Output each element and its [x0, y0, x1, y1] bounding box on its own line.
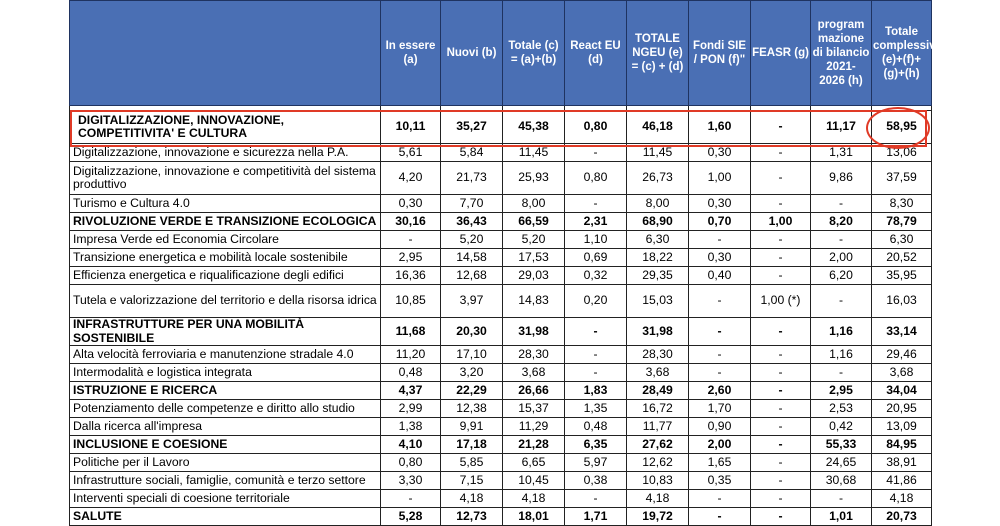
- column-header: TOTALE NGEU (e) = (c) + (d): [627, 1, 689, 106]
- cell-value: 0,48: [381, 364, 441, 382]
- cell-value: 37,59: [872, 162, 932, 195]
- table-row: [70, 346, 932, 364]
- row-label: Intermodalità e logistica integrata: [70, 364, 381, 382]
- cell-value: 14,83: [503, 285, 565, 318]
- cell-value: 0,69: [565, 249, 627, 267]
- cell-value: -: [381, 490, 441, 508]
- cell-value: 3,20: [441, 364, 503, 382]
- cell-value: 36,43: [441, 213, 503, 231]
- cell-value: -: [751, 418, 811, 436]
- cell-value: 1,16: [811, 318, 872, 346]
- row-label: INFRASTRUTTURE PER UNA MOBILITÀ SOSTENIBILE: [70, 318, 381, 346]
- cell-value: 4,18: [503, 490, 565, 508]
- cell-value: -: [811, 490, 872, 508]
- cell-value: 35,27: [441, 111, 503, 144]
- cell-value: 30,16: [381, 213, 441, 231]
- cell-value: 0,48: [565, 418, 627, 436]
- cell-value: -: [751, 111, 811, 144]
- table-row-section: [70, 213, 932, 231]
- cell-value: -: [751, 231, 811, 249]
- cell-value: 2,95: [811, 382, 872, 400]
- table-row: [70, 144, 932, 162]
- cell-value: -: [751, 346, 811, 364]
- cell-value: 12,73: [441, 508, 503, 526]
- cell-value: -: [565, 144, 627, 162]
- cell-value: 11,45: [627, 144, 689, 162]
- cell-value: 27,62: [627, 436, 689, 454]
- cell-value: -: [751, 364, 811, 382]
- cell-value: 1,35: [565, 400, 627, 418]
- cell-value: -: [751, 436, 811, 454]
- cell-value: 41,86: [872, 472, 932, 490]
- cell-value: 0,35: [689, 472, 751, 490]
- cell-value: -: [811, 195, 872, 213]
- cell-value: 6,35: [565, 436, 627, 454]
- cell-value: 78,79: [872, 213, 932, 231]
- cell-value: -: [689, 490, 751, 508]
- cell-value: -: [811, 231, 872, 249]
- row-label: Infrastrutture sociali, famiglie, comunità e terzo settore: [70, 472, 381, 490]
- cell-value: 12,38: [441, 400, 503, 418]
- cell-value: 4,10: [381, 436, 441, 454]
- row-label: ISTRUZIONE E RICERCA: [70, 382, 381, 400]
- row-label: Tutela e valorizzazione del territorio e della risorsa idrica: [70, 285, 381, 318]
- cell-value: 2,60: [689, 382, 751, 400]
- cell-value: 12,62: [627, 454, 689, 472]
- cell-value: 15,37: [503, 400, 565, 418]
- column-header: In essere (a): [381, 1, 441, 106]
- cell-value: 17,18: [441, 436, 503, 454]
- cell-value: 0,38: [565, 472, 627, 490]
- row-label: Alta velocità ferroviaria e manutenzione stradale 4.0: [70, 346, 381, 364]
- cell-value: 17,10: [441, 346, 503, 364]
- column-header: FEASR (g): [751, 1, 811, 106]
- column-header: Fondi SIE / PON (f)": [689, 1, 751, 106]
- cell-value: 1,65: [689, 454, 751, 472]
- cell-value: 4,18: [627, 490, 689, 508]
- cell-value: 3,97: [441, 285, 503, 318]
- cell-value: 26,73: [627, 162, 689, 195]
- cell-value: 68,90: [627, 213, 689, 231]
- cell-value: 8,30: [872, 195, 932, 213]
- cell-value: 2,00: [811, 249, 872, 267]
- cell-value: 3,68: [627, 364, 689, 382]
- cell-value: 10,85: [381, 285, 441, 318]
- cell-value: 2,00: [689, 436, 751, 454]
- column-header: React EU (d): [565, 1, 627, 106]
- cell-value: -: [751, 508, 811, 526]
- cell-value: 35,95: [872, 267, 932, 285]
- cell-value: -: [751, 382, 811, 400]
- cell-value: 2,53: [811, 400, 872, 418]
- cell-value: 31,98: [627, 318, 689, 346]
- cell-value: -: [751, 318, 811, 346]
- cell-value: 20,52: [872, 249, 932, 267]
- cell-value: -: [811, 364, 872, 382]
- row-label: Digitalizzazione, innovazione e competitività del sistema produttivo: [70, 162, 381, 195]
- cell-value: 0,80: [565, 111, 627, 144]
- cell-value: -: [565, 346, 627, 364]
- cell-value: 0,20: [565, 285, 627, 318]
- cell-value: 13,06: [872, 144, 932, 162]
- cell-value: 29,46: [872, 346, 932, 364]
- cell-value: 5,85: [441, 454, 503, 472]
- cell-value: -: [811, 285, 872, 318]
- cell-value: 7,70: [441, 195, 503, 213]
- cell-value: 1,38: [381, 418, 441, 436]
- cell-value: 1,10: [565, 231, 627, 249]
- table-row: [70, 231, 932, 249]
- cell-value: 1,60: [689, 111, 751, 144]
- cell-value: 17,53: [503, 249, 565, 267]
- row-label: Potenziamento delle competenze e diritto allo studio: [70, 400, 381, 418]
- cell-value: 6,65: [503, 454, 565, 472]
- row-label: Dalla ricerca all'impresa: [70, 418, 381, 436]
- cell-value: -: [565, 195, 627, 213]
- cell-value: 3,68: [872, 364, 932, 382]
- column-header: Totale complessivo (e)+(f)+(g)+(h): [872, 1, 932, 106]
- cell-value: 2,31: [565, 213, 627, 231]
- cell-value: 10,83: [627, 472, 689, 490]
- cell-value: 33,14: [872, 318, 932, 346]
- cell-value: 8,00: [627, 195, 689, 213]
- budget-table: [69, 0, 943, 526]
- cell-value: 30,68: [811, 472, 872, 490]
- cell-value: 5,61: [381, 144, 441, 162]
- cell-value: 0,30: [689, 195, 751, 213]
- cell-value: 16,03: [872, 285, 932, 318]
- table-row: [70, 472, 932, 490]
- cell-value: 7,15: [441, 472, 503, 490]
- cell-value: 22,29: [441, 382, 503, 400]
- cell-value: 3,68: [503, 364, 565, 382]
- cell-value: 2,95: [381, 249, 441, 267]
- cell-value: 0,30: [689, 144, 751, 162]
- cell-value: -: [689, 346, 751, 364]
- cell-value: 26,66: [503, 382, 565, 400]
- cell-value: 45,38: [503, 111, 565, 144]
- table-row: [70, 400, 932, 418]
- cell-value: 28,30: [503, 346, 565, 364]
- cell-value: 6,30: [872, 231, 932, 249]
- cell-value: -: [751, 454, 811, 472]
- table-row: [70, 418, 932, 436]
- cell-value: 8,00: [503, 195, 565, 213]
- cell-value: 1,00 (*): [751, 285, 811, 318]
- table-row-section: [70, 508, 932, 526]
- cell-value: -: [751, 144, 811, 162]
- cell-value: 29,35: [627, 267, 689, 285]
- cell-value: 1,16: [811, 346, 872, 364]
- cell-value: 25,93: [503, 162, 565, 195]
- cell-value: 5,20: [503, 231, 565, 249]
- cell-value: 11,20: [381, 346, 441, 364]
- cell-value: 28,30: [627, 346, 689, 364]
- row-label: Politiche per il Lavoro: [70, 454, 381, 472]
- cell-value: 11,17: [811, 111, 872, 144]
- cell-value: 20,95: [872, 400, 932, 418]
- cell-value: -: [689, 231, 751, 249]
- table-row-section: [70, 436, 932, 454]
- cell-value: 1,00: [689, 162, 751, 195]
- cell-value: 11,77: [627, 418, 689, 436]
- table-row: [70, 454, 932, 472]
- column-header: Totale (c) = (a)+(b): [503, 1, 565, 106]
- cell-value: 28,49: [627, 382, 689, 400]
- header-row: [70, 1, 932, 106]
- cell-value: 0,80: [565, 162, 627, 195]
- cell-value: 11,68: [381, 318, 441, 346]
- cell-value: 20,30: [441, 318, 503, 346]
- cell-value: 1,71: [565, 508, 627, 526]
- cell-value: 29,03: [503, 267, 565, 285]
- cell-value: 11,45: [503, 144, 565, 162]
- cell-value: 4,18: [441, 490, 503, 508]
- row-label: DIGITALIZZAZIONE, INNOVAZIONE, COMPETITIVITA' E CULTURA: [70, 111, 381, 144]
- row-label: SALUTE: [70, 508, 381, 526]
- cell-value: 0,30: [381, 195, 441, 213]
- cell-value: 10,45: [503, 472, 565, 490]
- cell-value: 11,29: [503, 418, 565, 436]
- cell-value: 38,91: [872, 454, 932, 472]
- column-header: [70, 1, 381, 106]
- cell-value: 4,37: [381, 382, 441, 400]
- cell-value: 18,22: [627, 249, 689, 267]
- cell-value: -: [689, 364, 751, 382]
- row-label: Impresa Verde ed Economia Circolare: [70, 231, 381, 249]
- table-row: [70, 285, 932, 318]
- cell-value: 19,72: [627, 508, 689, 526]
- cell-value: 0,32: [565, 267, 627, 285]
- cell-value: 13,09: [872, 418, 932, 436]
- cell-value: 10,11: [381, 111, 441, 144]
- cell-value: -: [565, 364, 627, 382]
- cell-value: 12,68: [441, 267, 503, 285]
- cell-value: -: [565, 318, 627, 346]
- cell-value: 1,00: [751, 213, 811, 231]
- cell-value: 0,80: [381, 454, 441, 472]
- cell-value: 5,20: [441, 231, 503, 249]
- cell-value: -: [689, 318, 751, 346]
- cell-value: 66,59: [503, 213, 565, 231]
- cell-value: 8,20: [811, 213, 872, 231]
- cell-value: 31,98: [503, 318, 565, 346]
- cell-value: -: [751, 472, 811, 490]
- cell-value: -: [751, 162, 811, 195]
- table-row: [70, 364, 932, 382]
- cell-value: -: [381, 231, 441, 249]
- row-label: Turismo e Cultura 4.0: [70, 195, 381, 213]
- cell-value: 0,42: [811, 418, 872, 436]
- cell-value: 0,70: [689, 213, 751, 231]
- cell-value: -: [689, 285, 751, 318]
- cell-value: 1,01: [811, 508, 872, 526]
- table-row: [70, 162, 932, 195]
- table-row: [70, 490, 932, 508]
- row-label: Transizione energetica e mobilità locale sostenibile: [70, 249, 381, 267]
- cell-value: 4,18: [872, 490, 932, 508]
- table-row-section: [70, 111, 932, 144]
- cell-value: -: [751, 249, 811, 267]
- cell-value: 14,58: [441, 249, 503, 267]
- row-label: Efficienza energetica e riqualificazione degli edifici: [70, 267, 381, 285]
- cell-value: 84,95: [872, 436, 932, 454]
- cell-value: 16,72: [627, 400, 689, 418]
- cell-value: 3,30: [381, 472, 441, 490]
- cell-value: -: [751, 195, 811, 213]
- cell-value: -: [689, 508, 751, 526]
- cell-value: 15,03: [627, 285, 689, 318]
- cell-value: 4,20: [381, 162, 441, 195]
- table-row: [70, 249, 932, 267]
- cell-value: 9,86: [811, 162, 872, 195]
- cell-value: 5,28: [381, 508, 441, 526]
- cell-value: 16,36: [381, 267, 441, 285]
- cell-value: 1,70: [689, 400, 751, 418]
- cell-value: 5,97: [565, 454, 627, 472]
- cell-value: 21,28: [503, 436, 565, 454]
- column-header: Nuovi (b): [441, 1, 503, 106]
- cell-value: 1,83: [565, 382, 627, 400]
- row-label: INCLUSIONE E COESIONE: [70, 436, 381, 454]
- cell-value: 34,04: [872, 382, 932, 400]
- cell-value: 58,95: [872, 111, 932, 144]
- cell-value: 55,33: [811, 436, 872, 454]
- column-header: program mazione di bilancio 2021- 2026 (h): [811, 1, 872, 106]
- cell-value: -: [751, 490, 811, 508]
- cell-value: -: [751, 267, 811, 285]
- cell-value: 18,01: [503, 508, 565, 526]
- cell-value: 6,30: [627, 231, 689, 249]
- cell-value: -: [565, 490, 627, 508]
- cell-value: 20,73: [872, 508, 932, 526]
- cell-value: 0,30: [689, 249, 751, 267]
- cell-value: 21,73: [441, 162, 503, 195]
- cell-value: 2,99: [381, 400, 441, 418]
- cell-value: 0,40: [689, 267, 751, 285]
- cell-value: 6,20: [811, 267, 872, 285]
- row-label: Interventi speciali di coesione territoriale: [70, 490, 381, 508]
- cell-value: 46,18: [627, 111, 689, 144]
- table-row: [70, 267, 932, 285]
- cell-value: 9,91: [441, 418, 503, 436]
- cell-value: 0,90: [689, 418, 751, 436]
- table-row: [70, 195, 932, 213]
- cell-value: 1,31: [811, 144, 872, 162]
- cell-value: 24,65: [811, 454, 872, 472]
- row-label: Digitalizzazione, innovazione e sicurezza nella P.A.: [70, 144, 381, 162]
- table-row-section: [70, 382, 932, 400]
- budget-table-container: [69, 0, 943, 526]
- cell-value: 5,84: [441, 144, 503, 162]
- row-label: RIVOLUZIONE VERDE E TRANSIZIONE ECOLOGICA: [70, 213, 381, 231]
- cell-value: -: [751, 400, 811, 418]
- table-row-section: [70, 318, 932, 346]
- table-body: [70, 106, 932, 526]
